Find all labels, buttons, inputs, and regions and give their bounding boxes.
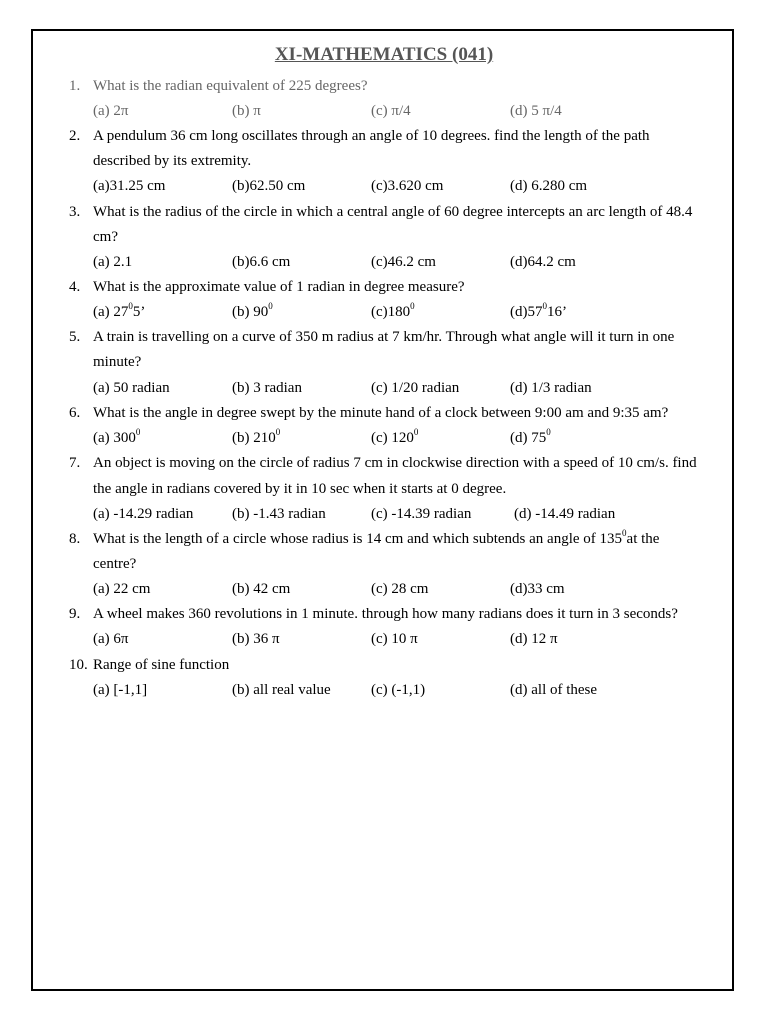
answer-option-c: (c)3.620 cm <box>371 178 444 194</box>
answer-option-a: (a) -14.29 radian <box>93 506 194 522</box>
answer-option-b: (b)62.50 cm <box>232 178 306 194</box>
answer-option-b: (b) $90^0$ <box>232 301 273 320</box>
question-number: 10. <box>69 657 88 673</box>
question-text: minute? <box>93 354 142 370</box>
question-number: 6. <box>69 405 81 421</box>
question-number: 3. <box>69 204 81 220</box>
question-text: A pendulum 36 cm long oscillates through an angle of 10 degrees. find the length of the path <box>93 128 650 144</box>
degree-superscript: 0 <box>546 427 551 437</box>
answer-option-b: (b)6.6 cm <box>232 254 291 270</box>
answer-option-b: (b) 36 π <box>232 631 280 647</box>
answer-option-c: (c) 10 π <box>371 631 418 647</box>
answer-option-d: (d) 1/3 radian <box>510 380 592 396</box>
question-text: described by its extremity. <box>93 153 252 169</box>
degree-superscript: 0 <box>128 301 133 311</box>
answer-option-b: (b) all real value <box>232 682 331 698</box>
question-text: An object is moving on the circle of radius 7 cm in clockwise direction with a speed of 10 cm/s. find <box>93 455 697 471</box>
answer-option-d: (d) $75^0$ <box>510 427 551 446</box>
question-number: 2. <box>69 128 81 144</box>
question-text: What is the angle in degree swept by the minute hand of a clock between 9:00 am and 9:35 am? <box>93 405 669 421</box>
question-number: 1. <box>69 78 81 94</box>
answer-option-c: (c) -14.39 radian <box>371 506 472 522</box>
answer-option-a: (a) 2π <box>93 103 129 119</box>
answer-option-b: (b) 3 radian <box>232 380 302 396</box>
answer-option-b: (b) -1.43 radian <box>232 506 326 522</box>
question-text: the angle in radians covered by it in 10 sec when it starts at 0 degree. <box>93 481 507 497</box>
question-number: 7. <box>69 455 81 471</box>
answer-option-a: (a)31.25 cm <box>93 178 166 194</box>
question-text: A wheel makes 360 revolutions in 1 minute. through how many radians does it turn in 3 seconds? <box>93 606 678 622</box>
question-text: What is the approximate value of 1 radian in degree measure? <box>93 279 465 295</box>
answer-option-d: (d) all of these <box>510 682 598 698</box>
question-text: What is the length of a circle whose radius is 14 cm and which subtends an angle of $135^0at$ the <box>93 528 660 547</box>
degree-superscript: 0 <box>268 301 273 311</box>
answer-option-a: (a) 2.1 <box>93 254 133 270</box>
question-number: 4. <box>69 279 81 295</box>
answer-option-a: (a) $300^0$ <box>93 427 141 446</box>
question-text: centre? <box>93 556 137 572</box>
answer-option-d: (d)33 cm <box>510 581 565 597</box>
degree-superscript: 0 <box>410 301 415 311</box>
question-text: What is the radian equivalent of 225 degrees? <box>93 78 368 94</box>
degree-superscript: 0 <box>135 427 141 437</box>
degree-superscript: 0 <box>413 427 419 437</box>
answer-option-a: (a) $27^05$’ <box>93 301 146 320</box>
question-text: cm? <box>93 229 118 245</box>
answer-option-d: (d) 6.280 cm <box>510 178 588 194</box>
answer-option-d: (d) 12 π <box>510 631 558 647</box>
question-number: 5. <box>69 329 81 345</box>
answer-option-a: (a) 6π <box>93 631 129 647</box>
answer-option-b: (b) π <box>232 103 261 119</box>
answer-option-c: (c) (-1,1) <box>371 682 426 698</box>
answer-option-c: (c) 28 cm <box>371 581 429 597</box>
question-text: What is the radius of the circle in which a central angle of 60 degree intercepts an arc length of 48.4 <box>93 204 693 220</box>
question-number: 8. <box>69 531 81 547</box>
question-text: Range of sine function <box>93 657 230 673</box>
answer-option-d: (d) 5 π/4 <box>510 103 562 119</box>
answer-option-d: (d) -14.49 radian <box>514 506 616 522</box>
answer-option-c: (c)46.2 cm <box>371 254 436 270</box>
answer-option-b: (b) 42 cm <box>232 581 291 597</box>
degree-superscript: 0 <box>542 301 547 311</box>
answer-option-c: $(c)180^0$ <box>371 301 415 320</box>
degree-superscript: 0 <box>275 427 281 437</box>
answer-option-d: $(d)57^016$’ <box>510 301 567 320</box>
question-text: A train is travelling on a curve of 350 m radius at 7 km/hr. Through what angle will it turn in one <box>93 329 675 345</box>
answer-option-c: (c) 1/20 radian <box>371 380 460 396</box>
answer-option-c: (c) $120^0$ <box>371 427 419 446</box>
answer-option-a: (a) 22 cm <box>93 581 151 597</box>
answer-option-a: (a) 50 radian <box>93 380 170 396</box>
question-number: 9. <box>69 606 81 622</box>
answer-option-c: (c) π/4 <box>371 103 411 119</box>
page-title: XI-MATHEMATICS (041) <box>274 44 494 65</box>
answer-option-b: (b) $210^0$ <box>232 427 281 446</box>
answer-option-a: (a) [-1,1] <box>93 682 148 698</box>
degree-superscript: 0 <box>622 528 627 538</box>
answer-option-d: (d)64.2 cm <box>510 254 576 270</box>
